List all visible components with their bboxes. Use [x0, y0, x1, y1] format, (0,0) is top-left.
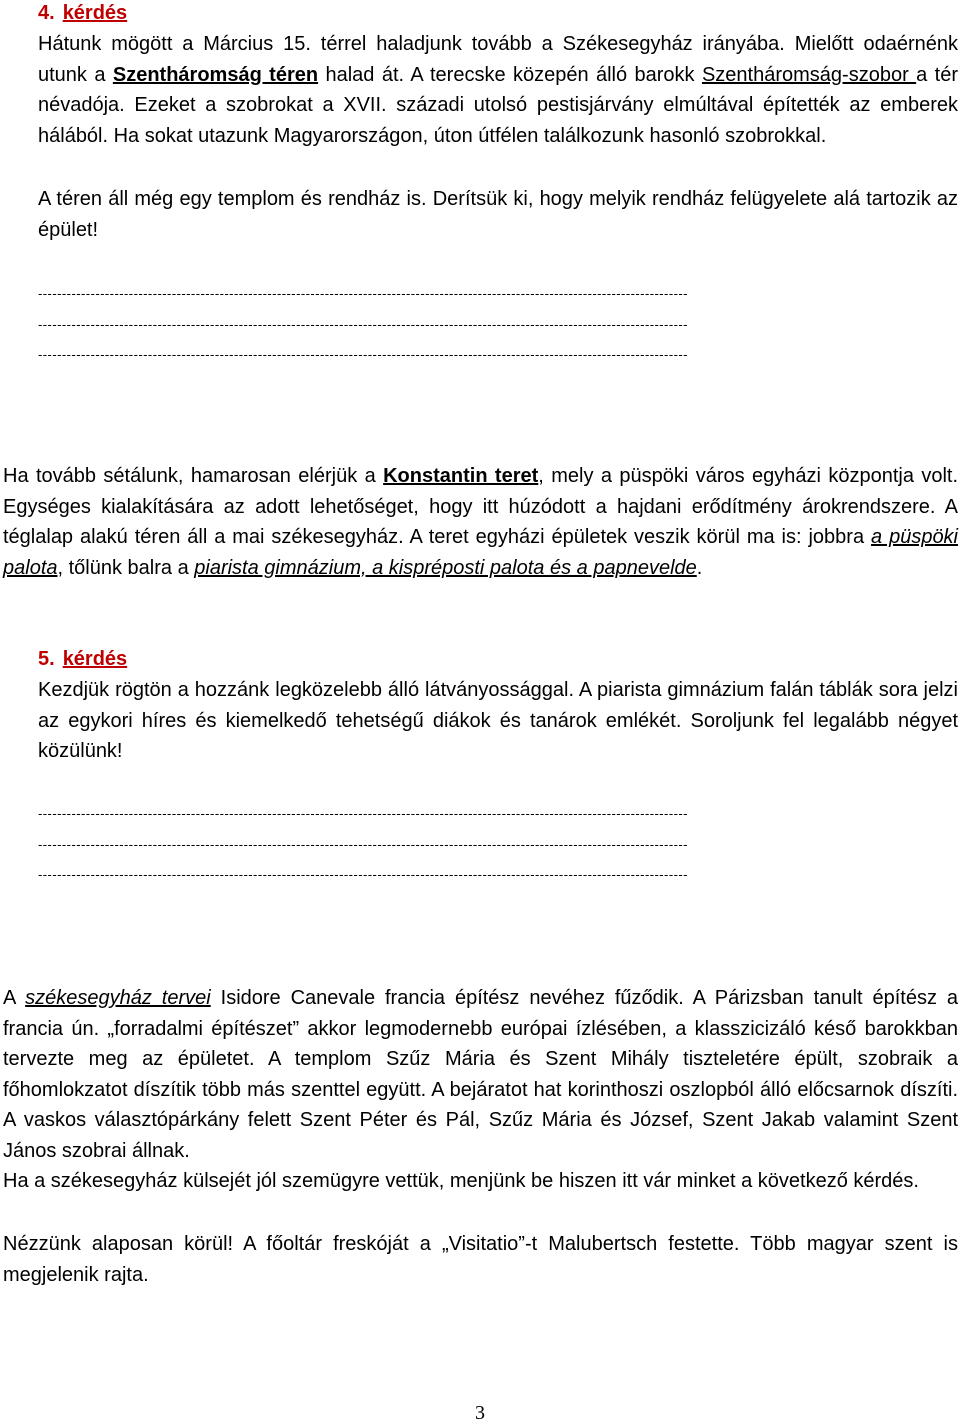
konstantin-ter-link[interactable]: Konstantin teret: [383, 465, 539, 487]
q5-answer-line-2[interactable]: ----------------------------------------------------------------------------------------------------------------------------------------: [38, 837, 688, 852]
cathedral-paragraph: [3, 983, 958, 1166]
question-4-paragraph: [38, 29, 958, 151]
question-5-number: 5.: [38, 648, 55, 670]
question-5-word: kérdés: [62, 648, 128, 670]
konstantin-text-3: , tőlünk balra a: [57, 556, 195, 579]
puspoki-palota-link[interactable]: a püspöki palota: [3, 526, 959, 579]
q4-answer-line-1[interactable]: ----------------------------------------------------------------------------------------------------------------------------------------: [38, 286, 688, 301]
q5-answer-line-3[interactable]: ----------------------------------------------------------------------------------------------------------------------------------------: [38, 867, 688, 882]
konstantin-paragraph: [3, 461, 958, 583]
konstantin-text-2: , mely a püspöki város egyházi központja volt. Egységes kialakítására az adott lehetőséget, hogy itt húzódott a hajdani erődítmény árokrendszere. A téglalap alakú téren áll a mai székesegyház. A teret egyházi épületek veszik körül ma is: jobbra: [3, 465, 959, 548]
q4-answer-line-2[interactable]: ----------------------------------------------------------------------------------------------------------------------------------------: [38, 317, 688, 332]
szentharomsag-ter-link[interactable]: Szentháromság téren: [112, 63, 319, 86]
question-4-word: kérdés: [62, 2, 128, 24]
question-5-paragraph: Kezdjük rögtön a hozzánk legközelebb álló látványossággal. A piarista gimnázium falán táblák sora jelzi az egykori híres és kiemelkedő tehetségű diákok és tanárok emlékét. Soroljunk fel legalább négyet közülünk!: [38, 679, 958, 762]
q4-text-3: a tér névadója. Ezeket a szobrokat a XVII. századi utolsó pestisjárvány elmúltával építették az emberek hálából. Ha sokat utazunk Magyarországon, úton útfélen találkozunk hasonló szobrokkal.: [38, 63, 959, 147]
question-4-heading: [38, 2, 127, 25]
konstantin-text-1: Ha tovább sétálunk, hamarosan elérjük a: [3, 465, 384, 487]
cathedral-text-2: Isidore Canevale francia építész nevéhez fűződik. A Párizsban tanult építész a francia ún. „forradalmi építészet” akkor legmodernebb európai ízlésében, a klasszicizáló késő barokkban tervezte meg az épületet. A templom Szűz Mária és Szent Mihály tiszteletére épült, szobraik a főhomlokzatot díszítik több más szenttel együtt. A bejáratot hat korinthoszi oszlopból álló előcsarnok díszíti. A vaskos választópárkány felett Szent Péter és Pál, Szűz Mária és József, Szent Jakab valamint Szent János szobrai állnak.: [3, 987, 958, 1162]
q4-text-1: Hátunk mögött a Március 15. térrel haladjunk tovább a Székesegyház irányába. Mielőtt odaérnénk utunk a: [38, 33, 958, 86]
konstantin-text-4: .: [696, 556, 703, 579]
cathedral-paragraph-3: Nézzünk alaposan körül! A főoltár freskóját a „Visitatio”-t Malubertsch festette. Több magyar szent is megjelenik rajta.: [3, 1233, 958, 1286]
q5-answer-line-1[interactable]: ----------------------------------------------------------------------------------------------------------------------------------------: [38, 806, 688, 821]
question-4-task: A téren áll még egy templom és rendház is. Derítsük ki, hogy melyik rendház felügyelete alá tartozik az épület!: [38, 188, 958, 241]
piarista-gimnazium-link[interactable]: piarista gimnázium, a kispréposti palota és a papnevelde: [194, 556, 697, 579]
cathedral-text-1: A: [3, 987, 26, 1009]
cathedral-paragraph-2: Ha a székesegyház külsejét jól szemügyre vettük, menjünk be hiszen itt vár minket a következő kérdés.: [3, 1170, 919, 1192]
q4-answer-line-3[interactable]: ----------------------------------------------------------------------------------------------------------------------------------------: [38, 347, 688, 362]
szentharomsag-szobor-link[interactable]: Szentháromság-szobor: [701, 63, 917, 86]
question-4-number: 4.: [38, 2, 55, 24]
q4-text-2: halad át. A terecske közepén álló barokk: [318, 63, 702, 86]
szekesegyhaz-tervei-link[interactable]: székesegyház tervei: [25, 987, 211, 1009]
page-number: 3: [475, 1402, 485, 1424]
question-5-heading: [38, 648, 127, 671]
